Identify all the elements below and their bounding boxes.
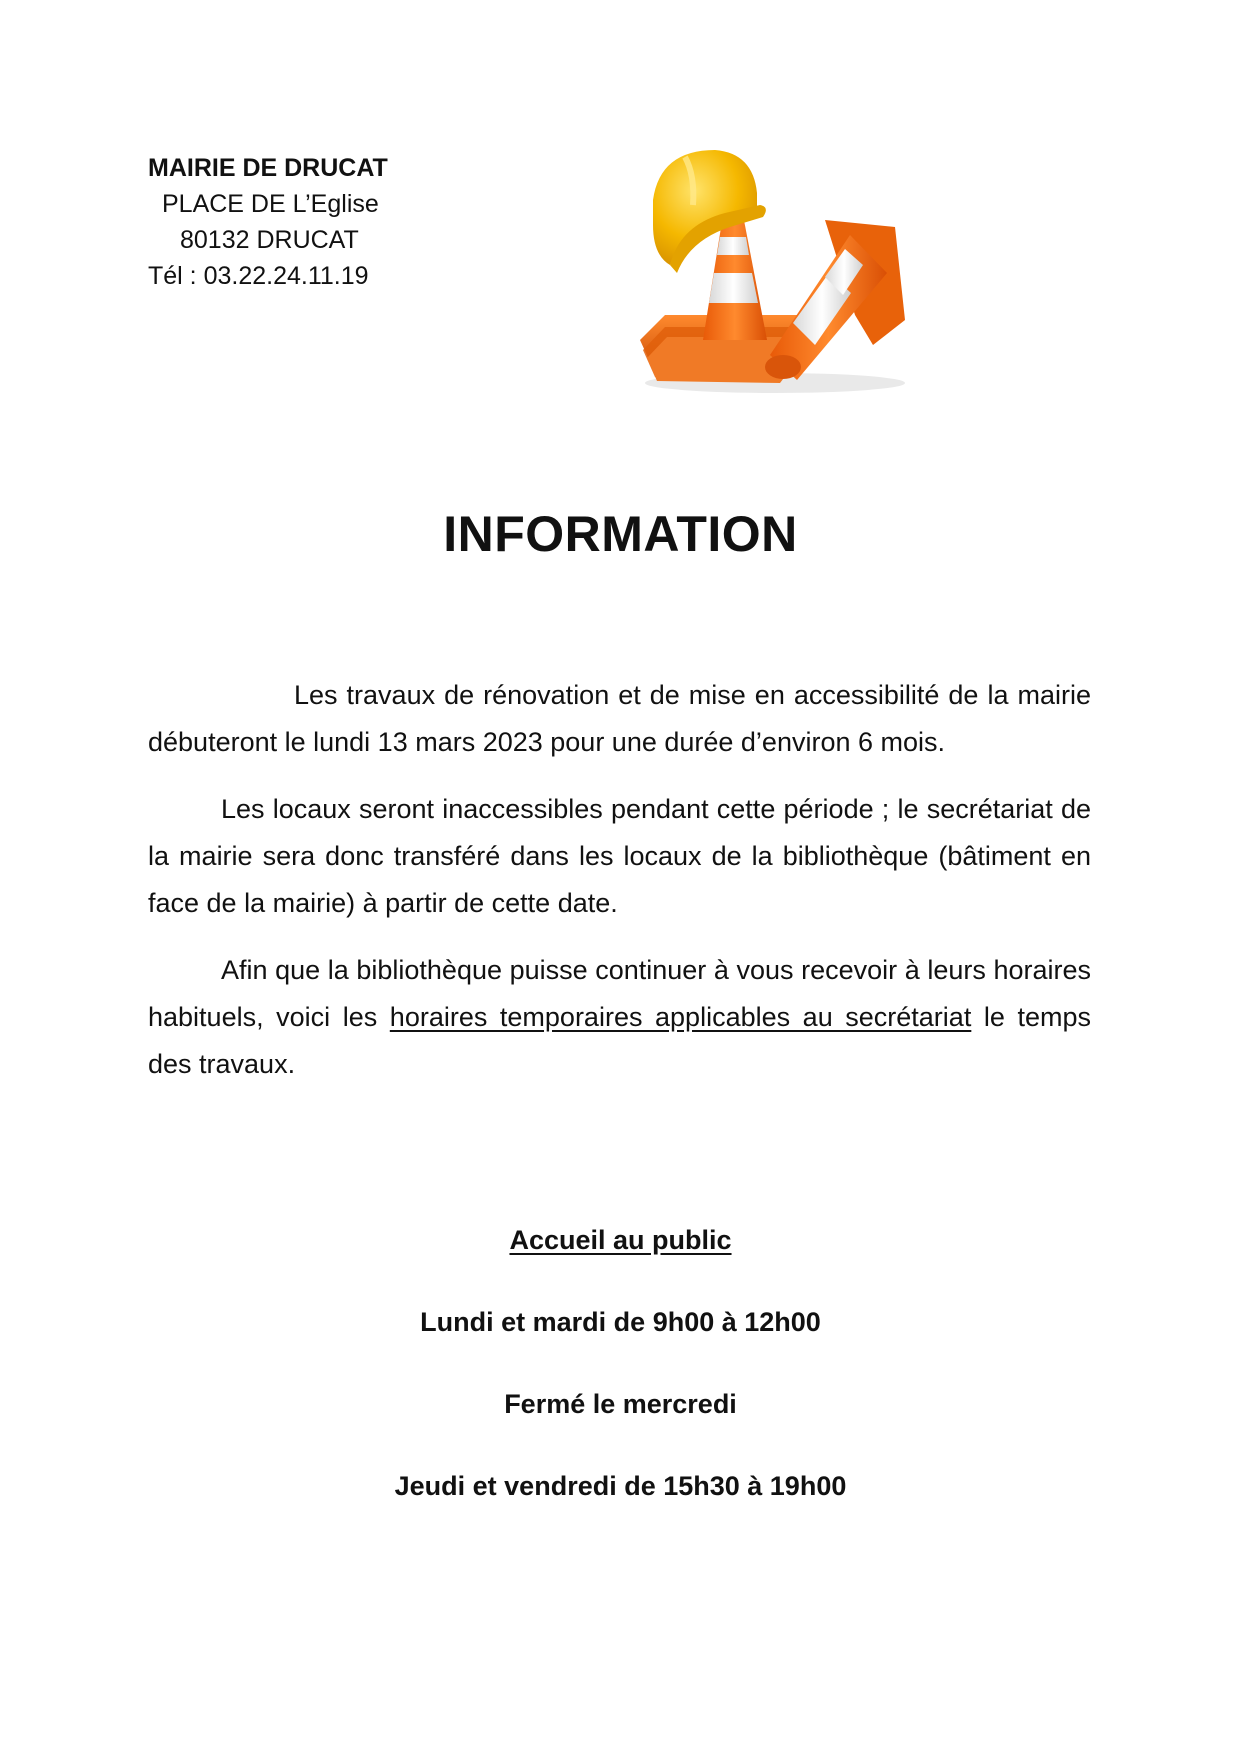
- address-line-1: PLACE DE L’Eglise: [162, 190, 379, 218]
- hours-thursday-friday: Jeudi et vendredi de 15h30 à 19h00: [394, 1471, 847, 1501]
- org-name: MAIRIE DE DRUCAT: [148, 154, 388, 182]
- hours-wednesday: Fermé le mercredi: [504, 1389, 737, 1419]
- opening-hours: [0, 1222, 1241, 1550]
- construction-cones-hardhat-icon: [625, 145, 915, 395]
- hours-monday-tuesday: Lundi et mardi de 9h00 à 12h00: [420, 1307, 821, 1337]
- page-title: INFORMATION: [443, 506, 798, 562]
- paragraph-temporary-hours-end: le temps des travaux.: [148, 1002, 1091, 1079]
- paragraph-temporary-hours: [148, 947, 1091, 1088]
- address-line-2: 80132 DRUCAT: [180, 226, 359, 254]
- temporary-hours-emphasis: horaires temporaires applicables au secrétariat: [389, 1002, 972, 1032]
- notice-body: [148, 672, 1091, 1108]
- paragraph-renovation: Les travaux de rénovation et de mise en accessibilité de la mairie débuteront le lundi 13 mars 2023 pour une durée d’environ 6 mois.: [148, 680, 1091, 757]
- phone-number: Tél : 03.22.24.11.19: [148, 262, 369, 290]
- paragraph-temporary-hours-start: Afin que la bibliothèque puisse continuer à vous recevoir à leurs horaires habituels, voici les: [148, 955, 1091, 1032]
- opening-hours-heading: Accueil au public: [509, 1225, 732, 1255]
- paragraph-relocation: Les locaux seront inaccessibles pendant cette période ; le secrétariat de la mairie sera donc transféré dans les locaux de la bibliothèque (bâtiment en face de la mairie) à partir de cette date.: [148, 794, 1091, 918]
- mairie-address-block: [148, 150, 398, 294]
